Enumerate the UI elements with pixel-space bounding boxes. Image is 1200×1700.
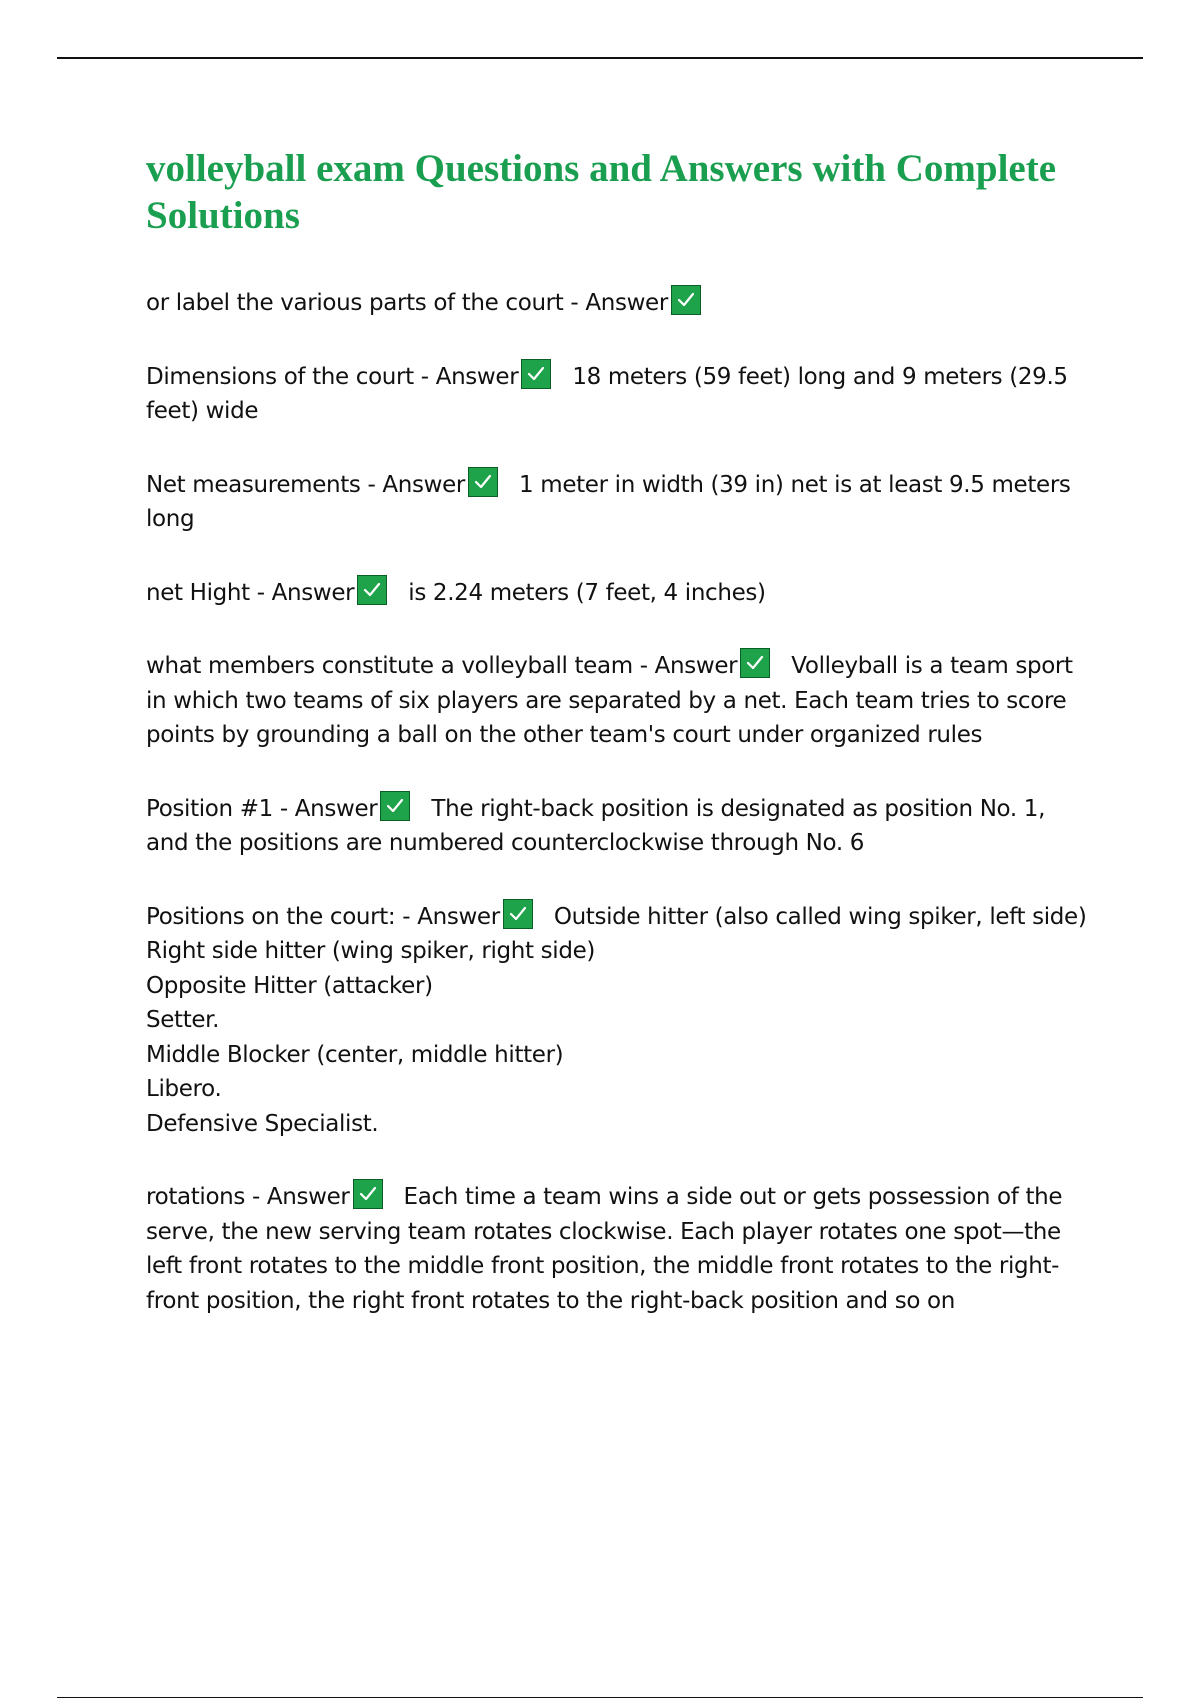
- answer-label: Answer: [271, 579, 355, 606]
- answer-text: The right-back position is designated as position No. 1, and the positions are numbered counterclockwise through No. 6: [146, 795, 1046, 856]
- question-text: Position #1 -: [146, 795, 295, 822]
- answer-label: Answer: [266, 1184, 350, 1210]
- answer-line: Right side hitter (wing spiker, right side): [146, 938, 595, 964]
- qa-item: [146, 791, 1091, 861]
- question-text: Net measurements -: [146, 471, 383, 498]
- qa-item: [146, 1179, 1091, 1318]
- answer-text: 1 meter in width (39 in) net is at least 9.5 meters long: [146, 471, 1071, 532]
- answer-text: Each time a team wins a side out or gets possession of the serve, the new serving team rotates clockwise. Each player rotates one spot—the left front rotates to the middle front position, the middle front rotates to the right-front position, the right front rotates to the right-back position and so on: [146, 1184, 1063, 1314]
- green-checkmark-icon: [353, 1179, 383, 1209]
- answer-line: Opposite Hitter (attacker): [146, 972, 433, 999]
- green-checkmark-icon: [357, 575, 387, 605]
- qa-item: [146, 899, 1091, 1142]
- answer-text: Volleyball is a team sport in which two teams of six players are separated by a net. Each team tries to score points by grounding a ball on the other team's court under organized rules: [146, 653, 1073, 748]
- green-checkmark-icon: [671, 285, 701, 315]
- header-rule: [57, 57, 1143, 59]
- question-text: rotations -: [146, 1184, 267, 1210]
- question-text: or label the various parts of the court -: [146, 290, 586, 316]
- qa-item: [146, 467, 1091, 537]
- answer-text: is 2.24 meters (7 feet, 4 inches): [408, 579, 766, 606]
- answer-label: Answer: [417, 903, 500, 930]
- document-body: [146, 145, 1091, 1356]
- question-text: Dimensions of the court -: [146, 363, 436, 390]
- answer-label: Answer: [435, 363, 519, 390]
- green-checkmark-icon: [503, 899, 533, 929]
- question-text: net Hight -: [146, 579, 272, 606]
- answer-label: Answer: [382, 471, 466, 498]
- answer-line: Defensive Specialist.: [146, 1110, 379, 1137]
- answer-text: Outside hitter (also called wing spiker, left side): [553, 903, 1087, 930]
- qa-item: [146, 359, 1091, 429]
- answer-label: Answer: [294, 795, 378, 822]
- answer-line: Libero.: [146, 1076, 222, 1102]
- question-text: Positions on the court: -: [146, 903, 418, 930]
- footer-rule: [57, 1697, 1143, 1698]
- green-checkmark-icon: [740, 648, 770, 678]
- green-checkmark-icon: [468, 467, 498, 497]
- answer-label: Answer: [654, 653, 738, 679]
- answer-text: 18 meters (59 feet) long and 9 meters (29.5 feet) wide: [146, 363, 1068, 424]
- qa-item: [146, 648, 1091, 753]
- qa-list: [146, 285, 1091, 1318]
- qa-item: [146, 575, 1091, 611]
- answer-label: Answer: [585, 290, 668, 316]
- question-text: what members constitute a volleyball team -: [146, 653, 655, 679]
- qa-item: [146, 285, 1091, 321]
- green-checkmark-icon: [521, 359, 551, 389]
- green-checkmark-icon: [380, 791, 410, 821]
- answer-line: Middle Blocker (center, middle hitter): [146, 1041, 564, 1068]
- answer-line: Setter.: [146, 1007, 220, 1033]
- document-title: volleyball exam Questions and Answers with Complete Solutions: [146, 147, 1057, 237]
